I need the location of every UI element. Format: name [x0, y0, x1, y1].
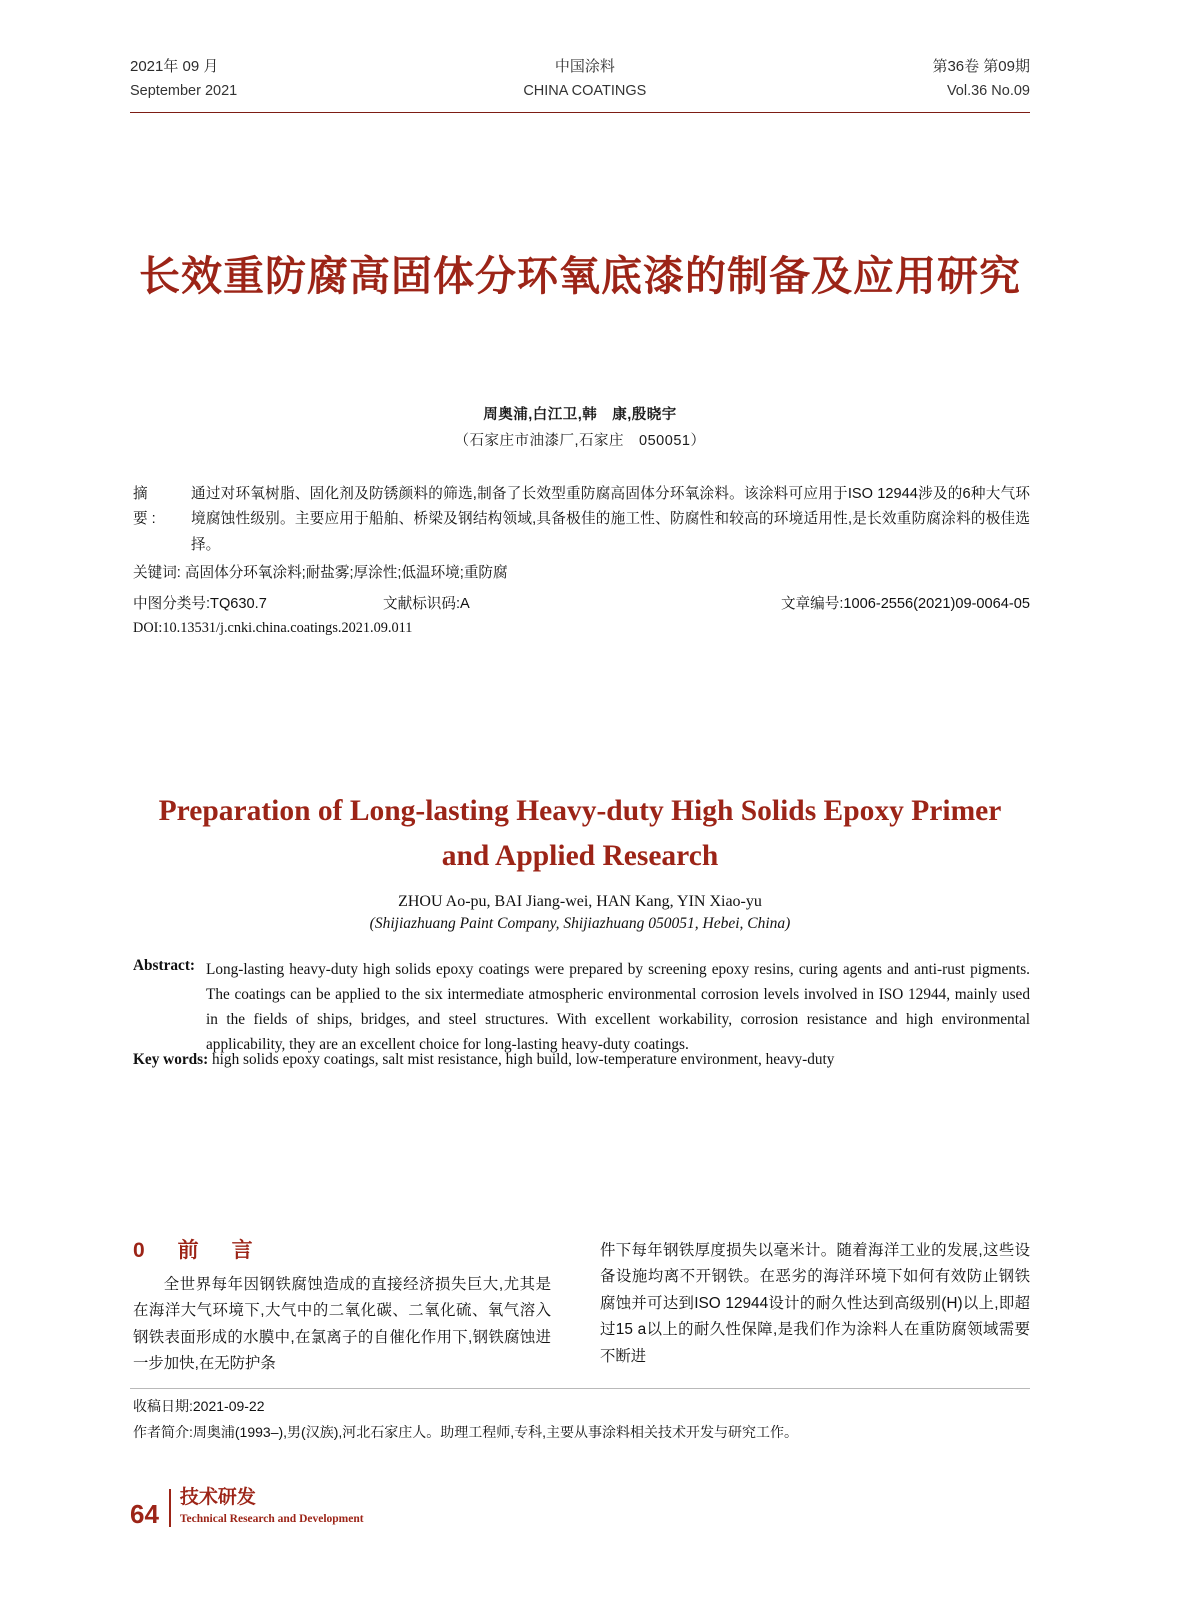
footer-section-en: Technical Research and Development: [179, 1512, 364, 1525]
body-column-left: [133, 1272, 551, 1378]
page-title-cn: 长效重防腐高固体分环氧底漆的制备及应用研究: [139, 253, 1021, 299]
abstract-text-cn: 通过对环氧树脂、固化剂及防锈颜料的筛选,制备了长效型重防腐高固体分环氧涂料。该涂料可应用于ISO 12944涉及的6种大气环境腐蚀性级别。主要应用于船舶、桥梁及钢结构领域,具备极佳的施工性、防腐性和较高的环境适用性,是长效重防腐涂料的极佳选择。: [191, 486, 1030, 553]
running-head-center: [523, 55, 646, 104]
footer-divider-bar: [169, 1489, 171, 1527]
authors-en: ZHOU Ao-pu, BAI Jiang-wei, HAN Kang, YIN Xiao-yu: [398, 893, 762, 910]
page-footer: [130, 1487, 1030, 1530]
journal-name-en: CHINA COATINGS: [523, 82, 647, 99]
classification-row: [133, 592, 1030, 618]
clc-number: 中图分类号:TQ630.7: [133, 596, 267, 612]
abstract-label-cn: 摘 要:: [133, 486, 171, 528]
abstract-cn: [133, 482, 1030, 558]
section-heading: 0 前 言: [133, 1239, 259, 1262]
abstract-en: [133, 954, 1030, 1057]
received-date: 收稿日期:2021-09-22: [133, 1398, 265, 1414]
keywords-label-cn: 关键词:: [133, 565, 181, 581]
running-head-left: [130, 55, 237, 104]
document-code: 文献标识码:A: [383, 596, 470, 612]
running-head-right: [932, 55, 1030, 104]
body-paragraph: 全世界每年因钢铁腐蚀造成的直接经济损失巨大,尤其是在海洋大气环境下,大气中的二氧化碳、二氧化硫、氧气溶入钢铁表面形成的水膜中,在氯离子的自催化作用下,钢铁腐蚀进一步加快,在无防护条: [133, 1276, 551, 1373]
author-bio: 作者简介:周奥浦(1993–),男(汉族),河北石家庄人。助理工程师,专科,主要从事涂料相关技术开发与研究工作。: [133, 1423, 799, 1440]
abstract-text-en: Long-lasting heavy-duty high solids epoxy coatings were prepared by screening epoxy resins, curing agents and anti-rust pigments. The coatings can be applied to the six intermediate atmospheric environmental corrosion levels involved in ISO 12944, mainly used in the fields of ships, bridges, and steel structures. With excellent workability, corrosion resistance and high environmental applicability, they are an excellent choice for long-lasting heavy-duty coatings.: [206, 961, 1030, 1053]
affiliation-cn: （石家庄市油漆厂,石家庄 050051）: [454, 433, 706, 449]
footer-section: [180, 1487, 364, 1527]
issue-date-en: September 2021: [130, 82, 238, 99]
body-paragraph-continued: 件下每年钢铁厚度损失以毫米计。随着海洋工业的发展,这些设备设施均离不开钢铁。在恶劣的海洋环境下如何有效防止钢铁腐蚀并可达到ISO 12944设计的耐久性达到高级别(H)以上,即超过15 a以上的耐久性保障,是我们作为涂料人在重防腐领域需要不断进: [600, 1242, 1030, 1365]
running-head: [130, 55, 1030, 104]
doi: DOI:10.13531/j.cnki.china.coatings.2021.09.011: [133, 620, 413, 636]
footnote-divider: [130, 1388, 1030, 1389]
affiliation-en: (Shijiazhuang Paint Company, Shijiazhuang 050051, Hebei, China): [369, 915, 791, 932]
footer-section-cn: 技术研发: [179, 1487, 256, 1508]
keywords-cn: [133, 561, 1030, 586]
keywords-en: [133, 1048, 1030, 1072]
body-column-right: [600, 1238, 1030, 1370]
abstract-label-en: Abstract:: [133, 957, 196, 974]
journal-name-cn: 中国涂料: [554, 58, 615, 75]
keywords-text-cn: 高固体分环氧涂料;耐盐雾;厚涂性;低温环境;重防腐: [184, 565, 508, 581]
keywords-text-en: high solids epoxy coatings, salt mist resistance, high build, low-temperature environment, heavy-duty: [212, 1051, 835, 1068]
page-number: 64: [130, 1499, 159, 1530]
keywords-label-en: Key words:: [133, 1051, 209, 1068]
footnotes: [133, 1394, 1030, 1446]
page-title-en: Preparation of Long-lasting Heavy-duty High Solids Epoxy Primer and Applied Research: [158, 795, 1002, 872]
header-divider: [130, 112, 1030, 113]
authors-cn: 周奥浦,白江卫,韩 康,殷晓宇: [483, 407, 677, 423]
issue-date-cn: 2021年 09 月: [130, 58, 219, 75]
volume-issue-cn: 第36卷 第09期: [932, 58, 1030, 75]
volume-issue-en: Vol.36 No.09: [946, 82, 1030, 99]
article-number: 文章编号:1006-2556(2021)09-0064-05: [780, 596, 1030, 612]
